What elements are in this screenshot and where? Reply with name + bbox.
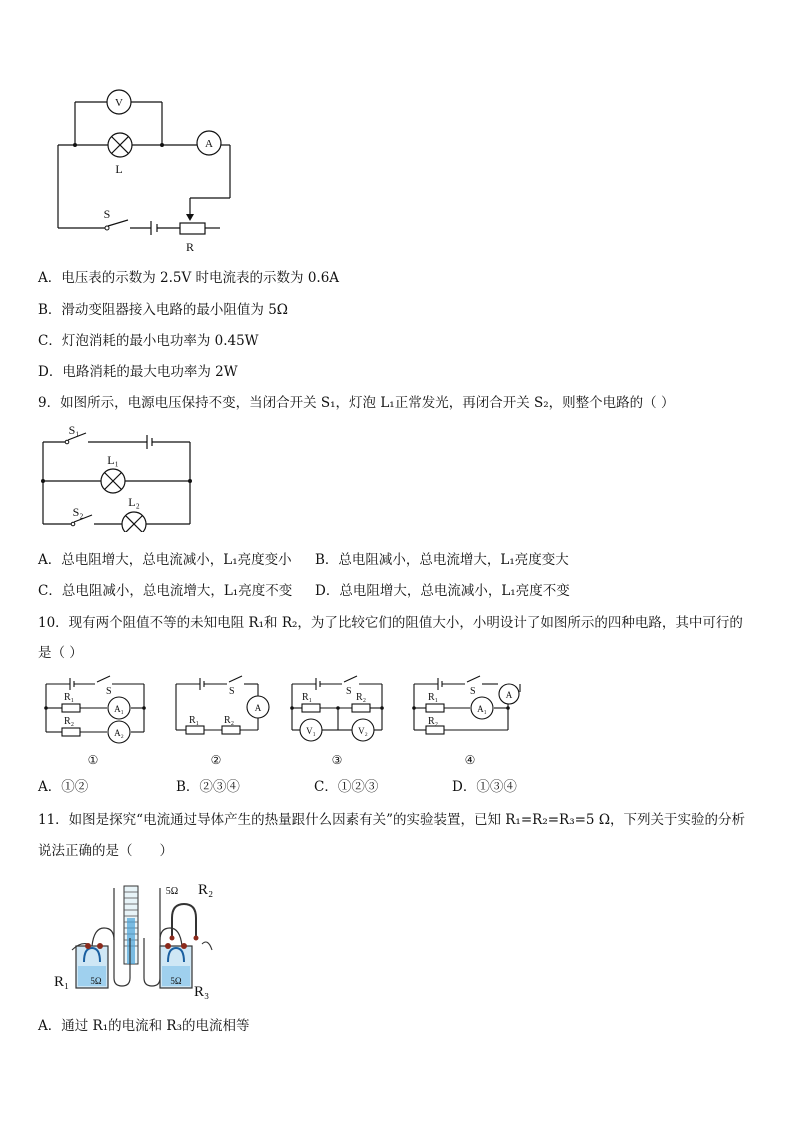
lamp-l2-icon [122,512,146,532]
svg-text:S: S [103,207,111,221]
ammeter-a1-icon: A₁ [477,704,487,714]
q9-options-row2 [38,581,570,601]
svg-text:S: S [229,686,235,697]
svg-text:S: S [470,686,476,697]
q11-stem-line2: 说法正确的是（ ） [38,843,173,859]
q10-option-d: D．①③④ [452,779,517,795]
svg-text:①: ① [87,753,99,767]
ammeter-icon: A [505,690,513,700]
svg-text:L: L [115,162,123,176]
q8-option-a: A．电压表的示数为 2.5V 时电流表的示数为 0.6A [38,270,340,286]
svg-text:S₂: S₂ [72,505,84,519]
ammeter-icon: A [254,703,262,713]
svg-text:R₂: R₂ [428,716,439,727]
q9-option-d: D．总电阻增大，总电流减小，L₁亮度不变 [315,583,570,599]
q10-stem-line1: 10．现有两个阻值不等的未知电阻 R₁和 R₂，为了比较它们的阻值大小，小明设计了如图所示的四种电路，其中可行的 [38,615,743,631]
q8-circuit-diagram [50,85,250,260]
svg-text:S: S [106,686,112,697]
svg-text:R₃: R₃ [194,984,210,1000]
svg-text:A: A [205,138,213,150]
ammeter-icon [197,131,221,155]
svg-text:④: ④ [464,753,476,767]
q9-option-b: B．总电阻减小，总电流增大，L₁亮度变大 [315,552,569,568]
q9-stem: 9．如图所示，电源电压保持不变，当闭合开关 S₁，灯泡 L₁正常发光，再闭合开关 S₂，则整个电路的（ ） [38,395,675,411]
lamp-icon [108,133,132,157]
svg-text:L₂: L₂ [128,495,140,509]
q9-option-c: C．总电阻减小，总电流增大，L₁亮度不变 [38,583,293,599]
lamp-l1-icon [101,469,125,493]
q9-options-row1 [38,550,569,570]
q8-option-d: D．电路消耗的最大电功率为 2W [38,364,238,380]
svg-text:R₁: R₁ [64,692,75,703]
q10-option-c: C．①②③ [314,779,379,795]
svg-text:5Ω: 5Ω [165,886,179,897]
q11-apparatus-figure [52,878,222,1000]
voltmeter-v1-icon: V₁ [306,726,316,736]
svg-text:②: ② [210,753,222,767]
q10-options [38,777,590,797]
q10-option-a: A．①② [38,779,89,795]
svg-text:5Ω: 5Ω [90,976,102,986]
q11-option-a: A．通过 R₁的电流和 R₃的电流相等 [38,1018,250,1034]
q9-option-a: A．总电阻增大，总电流减小，L₁亮度变小 [38,552,292,568]
svg-text:R₁: R₁ [54,974,70,990]
q8-option-b: B．滑动变阻器接入电路的最小阻值为 5Ω [38,302,288,318]
ammeter-a1-icon: A₁ [114,704,124,714]
svg-text:R₂: R₂ [64,716,75,727]
svg-text:R₁: R₁ [428,692,439,703]
svg-text:R₂: R₂ [198,882,214,898]
q10-circuit-diagrams [40,672,530,770]
svg-text:R₁: R₁ [189,715,200,726]
q8-option-c: C．灯泡消耗的最小电功率为 0.45W [38,333,259,349]
svg-text:S₁: S₁ [68,423,80,437]
svg-text:R₂: R₂ [356,692,367,703]
svg-text:③: ③ [331,753,343,767]
q11-stem-line1: 11．如图是探究“电流通过导体产生的热量跟什么因素有关”的实验装置，已知 R₁=R₂=R₃=5 Ω，下列关于实验的分析 [38,812,746,828]
svg-text:V: V [115,97,123,109]
q10-stem-line2: 是（ ） [38,645,83,661]
voltmeter-v2-icon: V₂ [358,726,368,736]
svg-text:R₂: R₂ [224,715,235,726]
svg-text:R₁: R₁ [302,692,313,703]
svg-text:S: S [346,686,352,697]
svg-text:5Ω: 5Ω [170,976,182,986]
svg-text:L₁: L₁ [107,453,119,467]
ammeter-a2-icon: A₂ [114,728,124,738]
q9-circuit-diagram [38,420,198,532]
svg-text:R: R [185,240,195,254]
voltmeter-icon [107,90,131,114]
q10-option-b: B．②③④ [176,779,240,795]
